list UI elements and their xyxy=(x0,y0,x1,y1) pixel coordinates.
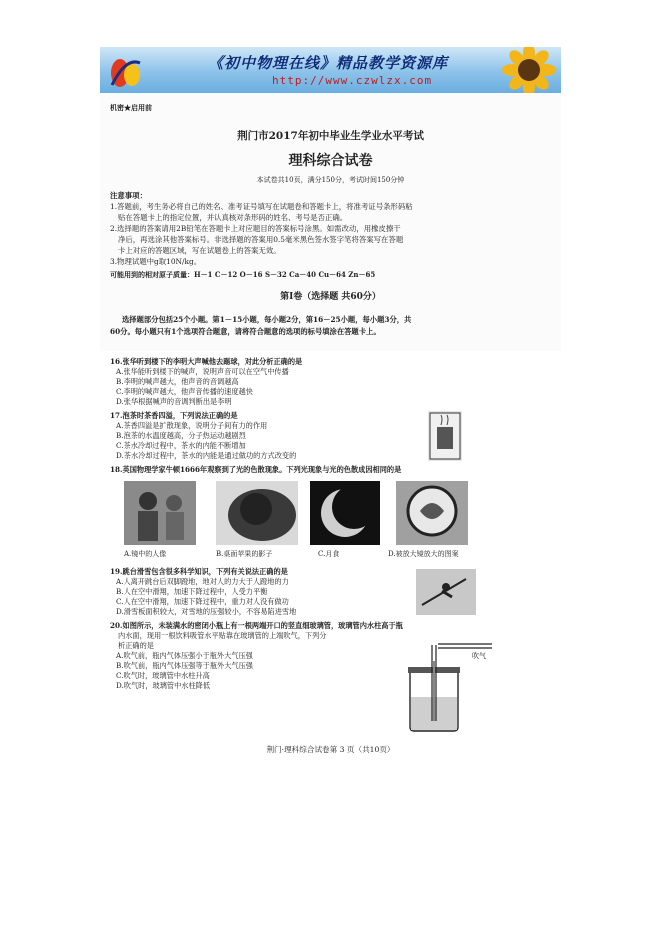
apple-shadow-image xyxy=(216,481,298,545)
sunflower-icon xyxy=(479,47,559,93)
exam-title: 荆门市2017年初中毕业生学业水平考试 xyxy=(237,130,424,142)
question-16-stem: 16.张华听到楼下的李明大声喊他去踢球，对此分析正确的是 xyxy=(110,357,303,366)
exam-header-page xyxy=(100,93,561,351)
q18-caption-b: B.桌面苹果的影子 xyxy=(216,550,273,558)
site-banner xyxy=(100,47,561,93)
notes-line: 卡上对应的答题区域，写在试题卷上的答案无效。 xyxy=(118,246,281,255)
question-20-stem-cont: 析正确的是 xyxy=(118,641,154,650)
q19-option-c: C.人在空中滑翔，加速下降过程中，重力对人没有做功 xyxy=(116,597,289,606)
exam-info: 本试卷共10页，满分150分，考试时间150分钟 xyxy=(256,176,405,184)
magnifier-image xyxy=(396,481,468,545)
question-17-stem: 17.泡茶时茶香四溢，下列说法正确的是 xyxy=(110,411,238,420)
section1-title: 第Ⅰ卷（选择题 共60分） xyxy=(280,292,381,302)
confidential-label: 机密★启用前 xyxy=(110,103,152,112)
mirror-person-image xyxy=(124,481,196,545)
q18-caption-c: C.月食 xyxy=(318,550,340,558)
blow-air-label: 吹气 xyxy=(472,652,486,660)
q16-option-d: D.张华根据喊声的音调判断出是李明 xyxy=(116,397,232,406)
q16-option-b: B.李明的喊声越大，他声音的音调越高 xyxy=(116,377,239,386)
banner-title: 《初中物理在线》精品教学资源库 xyxy=(208,54,449,72)
q20-option-c: C.吹气时，玻璃管中水柱升高 xyxy=(116,671,210,680)
q17-option-a: A.茶香四溢是扩散现象，说明分子间有力的作用 xyxy=(116,421,268,430)
section1-desc: 选择题部分包括25个小题。第1－15小题，每小题2分，第16－25小题，每小题3分，共 xyxy=(122,315,412,324)
q18-caption-d: D.被放大镜放大的图案 xyxy=(388,550,459,558)
q16-option-c: C.李明的喊声越大，他声音传播的速度越快 xyxy=(116,387,253,396)
notes-line: 2.选择题的答案请用2B铅笔在答题卡上对应题目的答案标号涂黑。如需改动，用橡皮擦干 xyxy=(110,224,401,233)
question-20-stem: 20.如图所示，未装满水的密闭小瓶上有一根两端开口的竖直细玻璃管，玻璃管内水柱高于瓶 xyxy=(110,621,403,630)
q17-option-d: D.茶水冷却过程中，茶水的内能是通过做功的方式改变的 xyxy=(116,451,297,460)
questions-page xyxy=(100,351,561,761)
notes-line: 1.答题前，考生务必将自己的姓名、准考证号填写在试题卷和答题卡上，将准考证号条形码粘 xyxy=(110,202,413,211)
q20-option-a: A.吹气前，瓶内气体压强小于瓶外大气压强 xyxy=(116,651,253,660)
subject-title: 理科综合试卷 xyxy=(288,153,373,169)
q19-option-d: D.滑雪板面积较大，对雪地的压强较小，不容易陷进雪地 xyxy=(116,607,297,616)
site-logo-icon xyxy=(106,51,146,89)
q16-option-a: A.张华能听到楼下的喊声，说明声音可以在空气中传播 xyxy=(116,367,289,376)
q19-option-b: B.人在空中滑翔，加速下降过程中，人受力平衡 xyxy=(116,587,268,596)
question-20-stem-cont: 内水面，现用一根饮料吸管水平贴靠在玻璃管的上端吹气，下列分 xyxy=(118,631,327,640)
q17-option-c: C.茶水冷却过程中，茶水的内能不断增加 xyxy=(116,441,246,450)
question-19-stem: 19.跳台滑雪包含很多科学知识，下列有关说法正确的是 xyxy=(110,567,288,576)
question-18-stem: 18.英国物理学家牛顿1666年观察到了光的色散现象。下列光现象与光的色散成因相同的是 xyxy=(110,465,402,474)
notes-line: 净后，再选涂其他答案标号。非选择题的答案用0.5毫米黑色签水签字笔将答案写在答题 xyxy=(118,235,404,244)
q17-option-b: B.泡茶的水温度越高，分子热运动越剧烈 xyxy=(116,431,246,440)
notes-line: 贴在答题卡上的指定位置，并认真核对条形码的姓名、考号是否正确。 xyxy=(118,213,348,222)
banner-url[interactable]: http://www.czwlzx.com xyxy=(272,74,433,87)
page-footer: 荆门·理科综合试卷第 3 页（共10页） xyxy=(266,745,395,754)
q20-option-d: D.吹气时，玻璃管中水柱降低 xyxy=(116,681,211,690)
notes-line: 3.物理试题中g取10N/kg。 xyxy=(110,257,202,266)
ski-jump-image xyxy=(416,569,476,615)
notes-heading: 注意事项： xyxy=(110,191,147,200)
tea-cup-image xyxy=(428,411,462,461)
lunar-eclipse-image xyxy=(310,481,380,545)
q18-caption-a: A.镜中的人像 xyxy=(124,550,167,558)
q19-option-a: A.人离开跳台后双脚蹬地，地对人的力大于人蹬地的力 xyxy=(116,577,289,586)
q20-option-b: B.吹气前，瓶内气体压强等于瓶外大气压强 xyxy=(116,661,253,670)
section1-desc: 60分。每小题只有1个选项符合题意，请将符合题意的选项的标号填涂在答题卡上。 xyxy=(110,327,381,336)
atomic-mass-line: 可能用到的相对原子质量：H－1 C－12 O－16 S－32 Ca－40 Cu－64 Zn－65 xyxy=(110,270,376,279)
